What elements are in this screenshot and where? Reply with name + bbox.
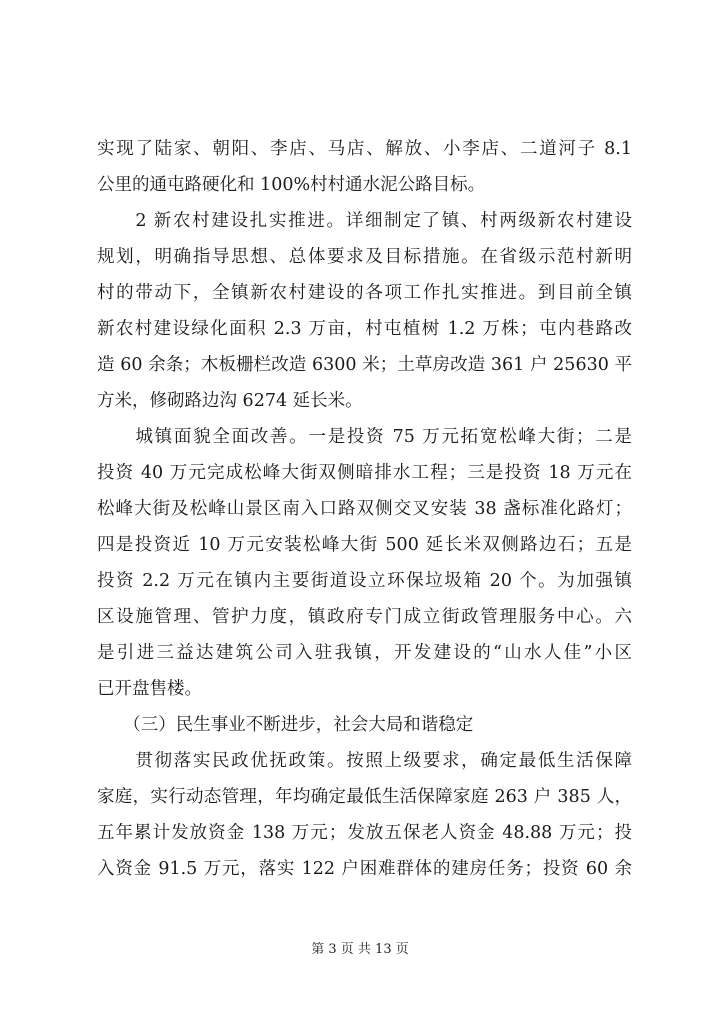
- text-line: 造 60 余条；木板栅栏改造 6300 米；土草房改造 361 户 25630 平: [97, 355, 632, 375]
- text-line: 区设施管理、管护力度，镇政府专门成立街政管理服务中心。六: [97, 607, 632, 627]
- text-line: 城镇面貌全面改善。一是投资 75 万元拓宽松峰大街；二是: [97, 427, 632, 447]
- text-line: 投资 2.2 万元在镇内主要街道设立环保垃圾箱 20 个。为加强镇: [97, 571, 632, 591]
- text-line: 四是投资近 10 万元安装松峰大街 500 延长米双侧路边石；五是: [97, 535, 632, 555]
- section-heading: （三）民生事业不断进步，社会大局和谐稳定: [97, 715, 474, 735]
- text-line: 是引进三益达建筑公司入驻我镇，开发建设的“山水人佳”小区: [97, 643, 632, 663]
- text-line: 贯彻落实民政优抚政策。按照上级要求，确定最低生活保障: [97, 751, 632, 771]
- text-line: 五年累计发放资金 138 万元；发放五保老人资金 48.88 万元；投: [97, 823, 632, 843]
- text-line: 入资金 91.5 万元，落实 122 户困难群体的建房任务；投资 60 余: [97, 859, 632, 879]
- text-line: 方米，修砌路边沟 6274 延长米。: [97, 391, 363, 411]
- text-line: 投资 40 万元完成松峰大街双侧暗排水工程；三是投资 18 万元在: [97, 463, 632, 483]
- text-line: 村的带动下，全镇新农村建设的各项工作扎实推进。到目前全镇: [97, 283, 632, 303]
- text-line: 2 新农村建设扎实推进。详细制定了镇、村两级新农村建设: [97, 211, 632, 231]
- text-line: 松峰大街及松峰山景区南入口路双侧交叉安装 38 盏标准化路灯；: [97, 499, 632, 519]
- text-line: 已开盘售楼。: [97, 679, 202, 699]
- document-body: [97, 131, 632, 887]
- text-line: 新农村建设绿化面积 2.3 万亩，村屯植树 1.2 万株；屯内巷路改: [97, 319, 632, 339]
- page-number-footer: 第 3 页 共 13 页: [311, 942, 409, 957]
- text-line: 家庭，实行动态管理，年均确定最低生活保障家庭 263 户 385 人，: [97, 787, 632, 807]
- text-line: 公里的通屯路硬化和 100%村村通水泥公路目标。: [97, 175, 486, 195]
- text-line: 实现了陆家、朝阳、李店、马店、解放、小李店、二道河子 8.1: [97, 139, 632, 159]
- text-line: 规划，明确指导思想、总体要求及目标措施。在省级示范村新明: [97, 247, 632, 267]
